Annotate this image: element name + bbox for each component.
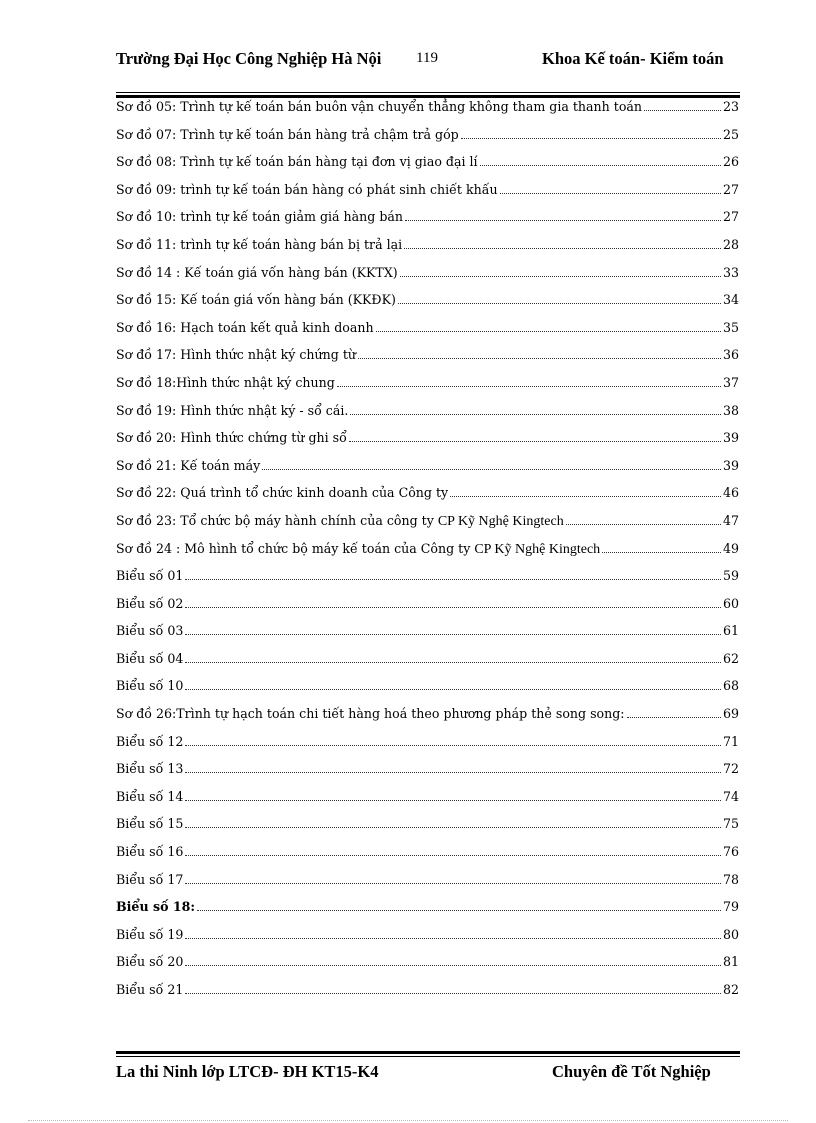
toc-entry-page: 46: [722, 485, 739, 501]
toc-leader-dots: [337, 386, 721, 387]
toc-entry-title: Sơ đồ 08: Trình tự kế toán bán hàng tại đơn vị giao đại lí: [116, 154, 478, 170]
toc-entry[interactable]: [116, 789, 739, 817]
toc-entry[interactable]: [116, 982, 739, 1010]
toc-entry-page: 69: [722, 706, 739, 722]
toc-entry-company: CP Kỹ Nghệ Kingtech: [474, 541, 601, 557]
toc-leader-dots: [350, 414, 721, 415]
toc-leader-dots: [398, 303, 721, 304]
toc-entry-title: Sơ đồ 07: Trình tự kế toán bán hàng trả chậm trả góp: [116, 126, 459, 142]
toc-entry-title: Biểu số 18:: [116, 899, 196, 915]
toc-entry-title: Biểu số 15: [116, 816, 184, 832]
toc-leader-dots: [400, 276, 721, 277]
school-name: Trường Đại Học Công Nghiệp Hà Nội: [116, 49, 382, 68]
toc-entry-title: Sơ đồ 20: Hình thức chứng từ ghi sổ: [116, 430, 347, 446]
toc-entry-page: 62: [722, 650, 739, 666]
toc-leader-dots: [185, 993, 721, 994]
toc-leader-dots: [185, 772, 721, 773]
toc-entry[interactable]: [116, 899, 739, 927]
toc-entry-title: Sơ đồ 19: Hình thức nhật ký - sổ cái.: [116, 402, 349, 418]
toc-leader-dots: [500, 193, 721, 194]
toc-entry-page: 35: [722, 319, 739, 335]
toc-entry-page: 81: [722, 954, 739, 970]
toc-leader-dots: [405, 220, 721, 221]
toc-entry-page: 27: [722, 181, 739, 197]
toc-entry[interactable]: [116, 458, 739, 486]
toc-leader-dots: [197, 910, 721, 911]
toc-entry-title: Biểu số 10: [116, 678, 184, 694]
toc-leader-dots: [450, 496, 721, 497]
toc-entry[interactable]: [116, 678, 739, 706]
toc-leader-dots: [566, 524, 721, 525]
toc-entry[interactable]: [116, 706, 739, 734]
toc-entry[interactable]: [116, 430, 739, 458]
toc-entry-page: 25: [722, 126, 739, 142]
toc-entry[interactable]: [116, 954, 739, 982]
faculty-name: Khoa Kế toán- Kiểm toán: [542, 49, 724, 68]
toc-entry-page: 28: [722, 236, 739, 252]
toc-entry-page: 39: [722, 430, 739, 446]
toc-entry[interactable]: [116, 292, 739, 320]
page-footer: [116, 1062, 740, 1086]
toc-leader-dots: [185, 800, 721, 801]
toc-entry-page: 61: [722, 623, 739, 639]
toc-entry[interactable]: [116, 99, 739, 127]
toc-entry[interactable]: [116, 761, 739, 789]
toc-leader-dots: [185, 827, 721, 828]
page-number: 119: [416, 50, 438, 66]
toc-entry-title: Biểu số 19: [116, 926, 184, 942]
toc-entry-title: Biểu số 14: [116, 788, 184, 804]
toc-entry-page: 60: [722, 595, 739, 611]
toc-entry-page: 47: [722, 512, 739, 528]
toc-entry-title: Sơ đồ 15: Kế toán giá vốn hàng bán (KKĐK): [116, 292, 396, 308]
toc-entry-title: Sơ đồ 24 : Mô hình tổ chức bộ máy kế toán của Công ty: [116, 540, 471, 556]
topic-line: Chuyên đề Tốt Nghiệp: [552, 1062, 711, 1081]
toc-entry[interactable]: [116, 596, 739, 624]
toc-entry-title: Sơ đồ 21: Kế toán máy: [116, 457, 261, 473]
toc-leader-dots: [602, 552, 721, 553]
toc-entry-page: 36: [722, 347, 739, 363]
toc-entry-title: Sơ đồ 10: trình tự kế toán giảm giá hàng bán: [116, 209, 404, 225]
toc-leader-dots: [185, 938, 721, 939]
toc-entry[interactable]: [116, 320, 739, 348]
toc-entry-page: 76: [722, 844, 739, 860]
toc-entry-page: 79: [722, 899, 739, 915]
toc-entry-title: Sơ đồ 05: Trình tự kế toán bán buôn vận chuyển thẳng không tham gia thanh toán: [116, 99, 643, 114]
toc-entry-page: 82: [722, 982, 739, 997]
toc-entry[interactable]: [116, 265, 739, 293]
toc-entry-page: 80: [722, 926, 739, 942]
toc-entry-page: 68: [722, 678, 739, 694]
toc-entry-title: Sơ đồ 23: Tổ chức bộ máy hành chính của công ty: [116, 512, 434, 528]
toc-entry-title: Biểu số 13: [116, 761, 184, 777]
toc-entry-page: 33: [722, 264, 739, 280]
toc-entry-title: Biểu số 12: [116, 733, 184, 749]
toc-entry[interactable]: [116, 485, 739, 513]
toc-entry[interactable]: [116, 375, 739, 403]
toc-leader-dots: [262, 469, 721, 470]
toc-entry[interactable]: [116, 872, 739, 900]
toc-leader-dots: [376, 331, 721, 332]
toc-entry-title: Biểu số 01: [116, 568, 184, 584]
toc-leader-dots: [461, 138, 721, 139]
toc-leader-dots: [480, 165, 721, 166]
toc-entry-page: 75: [722, 816, 739, 832]
page-edge: [28, 1120, 788, 1121]
toc-entry-title: Sơ đồ 18:Hình thức nhật ký chung: [116, 374, 335, 390]
toc-entry-title: Biểu số 02: [116, 595, 184, 611]
toc-entry-title: Sơ đồ 09: trình tự kế toán bán hàng có phát sinh chiết khấu: [116, 181, 498, 197]
toc-entry-page: 59: [722, 568, 739, 584]
toc-entry-title: Sơ đồ 26:Trình tự hạch toán chi tiết hàng hoá theo phương pháp thẻ song song:: [116, 706, 625, 722]
header-rule-thick: [116, 95, 740, 98]
toc-entry-page: 71: [722, 733, 739, 749]
toc-entry-page: 23: [722, 99, 739, 114]
toc-leader-dots: [349, 441, 721, 442]
toc-entry-page: 38: [722, 402, 739, 418]
toc-leader-dots: [185, 965, 721, 966]
toc-entry-title: Biểu số 17: [116, 871, 184, 887]
toc-leader-dots: [185, 689, 721, 690]
toc-entry[interactable]: [116, 403, 739, 431]
toc-entry-title: Biểu số 21: [116, 982, 184, 997]
toc-leader-dots: [185, 745, 721, 746]
toc-entry-page: 78: [722, 871, 739, 887]
toc-leader-dots: [185, 607, 721, 608]
toc-entry-title: Biểu số 04: [116, 650, 184, 666]
toc-entry[interactable]: [116, 844, 739, 872]
table-of-contents: [116, 99, 739, 1010]
toc-entry-title: Biểu số 20: [116, 954, 184, 970]
toc-entry[interactable]: [116, 927, 739, 955]
toc-entry-title: Biểu số 03: [116, 623, 184, 639]
toc-leader-dots: [185, 883, 721, 884]
toc-leader-dots: [358, 358, 721, 359]
toc-entry[interactable]: [116, 568, 739, 596]
footer-rule-thin: [116, 1056, 740, 1057]
toc-entry-page: 39: [722, 457, 739, 473]
toc-entry-title: Sơ đồ 11: trình tự kế toán hàng bán bị trả lại: [116, 236, 403, 252]
toc-entry-page: 49: [722, 540, 739, 556]
toc-entry[interactable]: [116, 651, 739, 679]
toc-entry-page: 72: [722, 761, 739, 777]
toc-leader-dots: [185, 579, 721, 580]
toc-entry-page: 27: [722, 209, 739, 225]
toc-entry[interactable]: [116, 541, 739, 569]
page-header: [116, 48, 740, 90]
toc-entry[interactable]: [116, 623, 739, 651]
toc-entry-title: Sơ đồ 17: Hình thức nhật ký chứng từ: [116, 347, 356, 363]
toc-entry[interactable]: [116, 347, 739, 375]
toc-entry[interactable]: [116, 209, 739, 237]
toc-entry-company: CP Kỹ Nghệ Kingtech: [437, 513, 564, 529]
toc-entry-page: 37: [722, 374, 739, 390]
toc-entry-page: 26: [722, 154, 739, 170]
toc-entry[interactable]: [116, 154, 739, 182]
toc-entry[interactable]: [116, 127, 739, 155]
toc-entry[interactable]: [116, 816, 739, 844]
header-rule-thin: [116, 92, 740, 93]
toc-entry-title: Sơ đồ 16: Hạch toán kết quả kinh doanh: [116, 319, 374, 335]
toc-leader-dots: [627, 717, 721, 718]
toc-entry[interactable]: [116, 237, 739, 265]
toc-entry[interactable]: [116, 734, 739, 762]
toc-leader-dots: [404, 248, 721, 249]
author-line: La thi Ninh lớp LTCĐ- ĐH KT15-K4: [116, 1062, 379, 1081]
toc-entry-title: Sơ đồ 14 : Kế toán giá vốn hàng bán (KKTX): [116, 264, 398, 280]
toc-entry[interactable]: [116, 513, 739, 541]
toc-entry-page: 74: [722, 788, 739, 804]
toc-entry[interactable]: [116, 182, 739, 210]
toc-leader-dots: [185, 855, 721, 856]
toc-entry-title: Biểu số 16: [116, 844, 184, 860]
toc-leader-dots: [644, 110, 721, 111]
footer-rule-thick: [116, 1051, 740, 1054]
toc-leader-dots: [185, 662, 721, 663]
toc-entry-title: Sơ đồ 22: Quá trình tổ chức kinh doanh của Công ty: [116, 485, 449, 501]
toc-leader-dots: [185, 634, 721, 635]
toc-entry-page: 34: [722, 292, 739, 308]
